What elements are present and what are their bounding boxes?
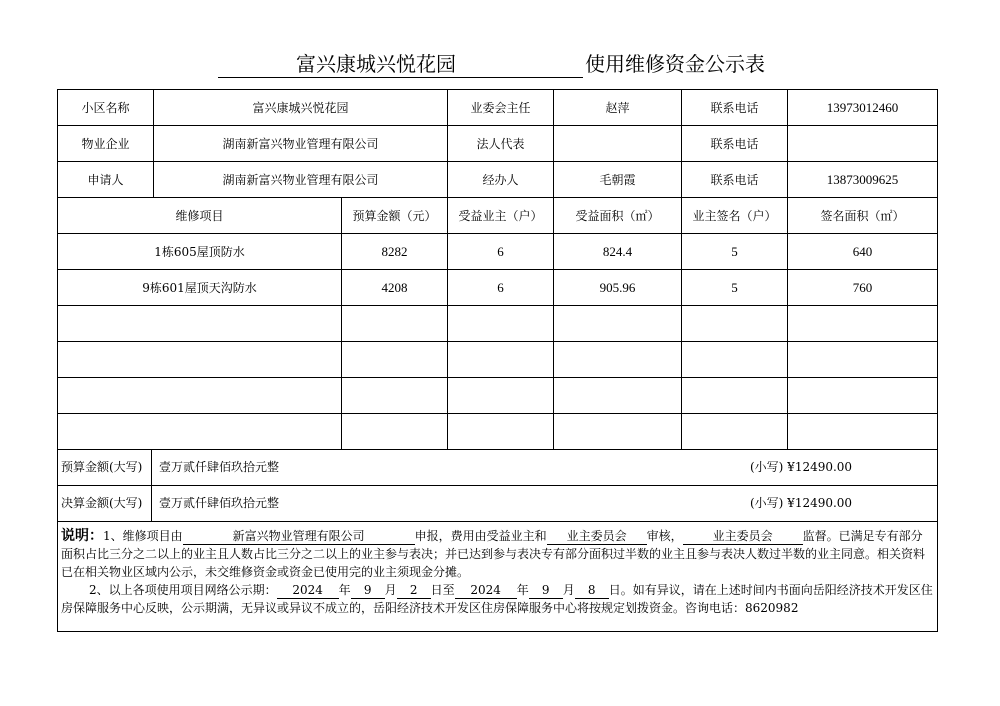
company-label: 物业企业	[58, 126, 154, 162]
applicant-company-fill: 新富兴物业管理有限公司	[183, 529, 415, 545]
community-label: 小区名称	[58, 90, 154, 126]
director-value: 赵萍	[554, 90, 682, 126]
table-row	[58, 234, 938, 270]
legal-phone	[788, 126, 938, 162]
row-signed-area: 640	[788, 234, 938, 270]
column-header-row	[58, 198, 938, 234]
row-area: 905.96	[554, 270, 682, 306]
budget-total-row	[58, 450, 938, 486]
notes-block: 说明：1、维修项目由 新富兴物业管理有限公司 申报，费用由受益业主和 业主委员会 审核， 业主委员会 监督。已满足专有部分面积占比三分之二以上的业主且人数占比三分之二以上的业主参与表决；并已达到参与表决专有部分面积过半数的业主且参与表决人数过半数的业主同意。相关资料已在相关物业区域内公示，未交维修资金或资金已使用完的业主须现金分摊。 2、以上各项使用项目网络公示期： 2024 年 9 月 2 日至 2024 年 9 月 8 日。如有异议，请在上述时间内书面向岳阳经济技术开发区住房保障服务中心反映，公示期满，无异议或异议不成立的，岳阳经济技术开发区住房保障服务中心将按规定划拨资金。咨询电话：8620982	[58, 522, 938, 632]
maintenance-fund-table	[57, 89, 938, 632]
empty-row	[58, 414, 938, 450]
row-households: 6	[448, 234, 554, 270]
budget-total-capital: 壹万贰仟肆佰玖拾元整	[159, 460, 280, 474]
director-phone-label: 联系电话	[682, 90, 788, 126]
notes-row	[58, 522, 938, 632]
empty-row	[58, 306, 938, 342]
col-header-signed: 业主签名（户）	[682, 198, 788, 234]
col-header-households: 受益业主（户）	[448, 198, 554, 234]
legal-label: 法人代表	[448, 126, 554, 162]
row-item: 9栋601屋顶天沟防水	[58, 270, 342, 306]
row-signed-area: 760	[788, 270, 938, 306]
final-total-label: 决算金额(大写)	[58, 486, 152, 521]
row-budget: 8282	[342, 234, 448, 270]
budget-total-small: (小写) ¥12490.00	[750, 460, 853, 474]
applicant-value: 湖南新富兴物业管理有限公司	[154, 162, 448, 198]
end-day-fill: 8	[575, 583, 609, 599]
reviewer-fill: 业主委员会	[547, 529, 647, 545]
handler-value: 毛朝霞	[554, 162, 682, 198]
handler-phone-label: 联系电话	[682, 162, 788, 198]
row-item: 1栋605屋顶防水	[58, 234, 342, 270]
handler-phone: 13873009625	[788, 162, 938, 198]
end-month-fill: 9	[529, 583, 563, 599]
end-year-fill: 2024	[455, 583, 517, 599]
supervisor-fill: 业主委员会	[683, 529, 803, 545]
col-header-item: 维修项目	[58, 198, 342, 234]
empty-row	[58, 342, 938, 378]
table-row	[58, 270, 938, 306]
legal-value	[554, 126, 682, 162]
start-day-fill: 2	[397, 583, 431, 599]
notes-heading: 说明：	[61, 528, 103, 544]
start-month-fill: 9	[351, 583, 385, 599]
row-budget: 4208	[342, 270, 448, 306]
director-label: 业委会主任	[448, 90, 554, 126]
final-total-capital: 壹万贰仟肆佰玖拾元整	[159, 496, 280, 510]
company-value: 湖南新富兴物业管理有限公司	[154, 126, 448, 162]
form-title	[0, 50, 1000, 80]
info-row-applicant	[58, 162, 938, 198]
community-value: 富兴康城兴悦花园	[154, 90, 448, 126]
final-total-small: (小写) ¥12490.00	[750, 496, 853, 510]
director-phone: 13973012460	[788, 90, 938, 126]
start-year-fill: 2024	[277, 583, 339, 599]
row-signed: 5	[682, 270, 788, 306]
title-community-name: 富兴康城兴悦花园	[296, 52, 456, 76]
row-households: 6	[448, 270, 554, 306]
budget-total-label: 预算金额(大写)	[58, 450, 152, 485]
row-area: 824.4	[554, 234, 682, 270]
col-header-signed-area: 签名面积（㎡）	[788, 198, 938, 234]
handler-label: 经办人	[448, 162, 554, 198]
empty-row	[58, 378, 938, 414]
info-row-community	[58, 90, 938, 126]
col-header-area: 受益面积（㎡）	[554, 198, 682, 234]
applicant-label: 申请人	[58, 162, 154, 198]
col-header-budget: 预算金额（元）	[342, 198, 448, 234]
legal-phone-label: 联系电话	[682, 126, 788, 162]
final-total-row	[58, 486, 938, 522]
title-suffix: 使用维修资金公示表	[585, 52, 765, 76]
info-row-company	[58, 126, 938, 162]
row-signed: 5	[682, 234, 788, 270]
